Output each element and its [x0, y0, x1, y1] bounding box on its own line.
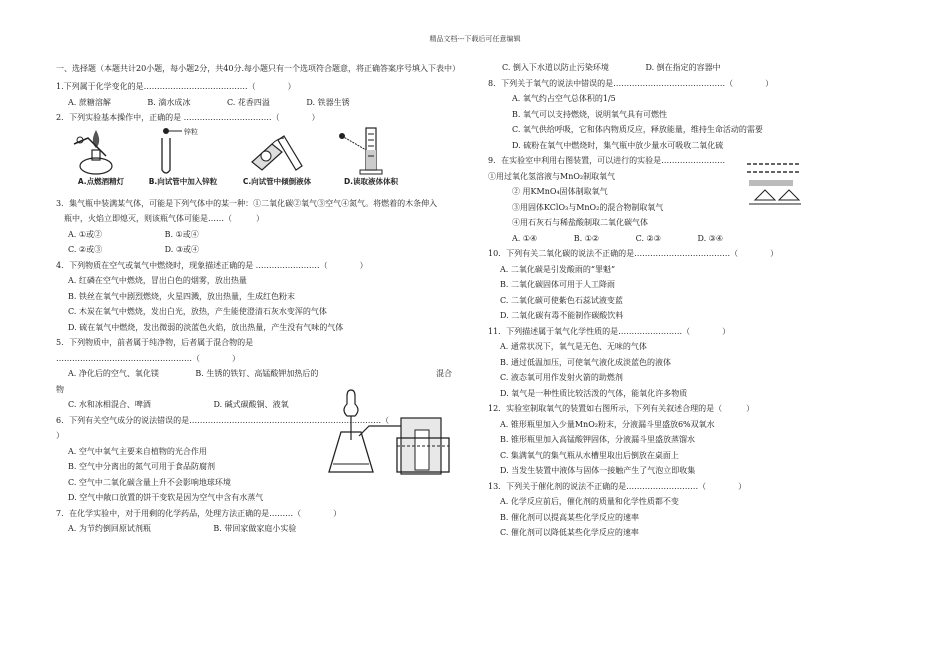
q1-option-a: A. 蔗糖溶解	[68, 97, 111, 107]
q13-option-c: C. 催化剂可以降低某些化学反应的速率	[500, 528, 639, 537]
q1-option-b: B. 滴水成冰	[147, 97, 191, 107]
q11-option-d: D. 氧气是一种性质比较活泼的气体，能氧化许多物质	[500, 388, 688, 398]
q5-option-a: A. 净化后的空气、氧化镁	[68, 369, 159, 378]
pouring-liquid-icon	[242, 126, 312, 178]
q1-option-c: C. 花香四溢	[226, 97, 270, 107]
q9-option-1: ①用过氧化氢溶液与MnO₂制取氧气	[488, 171, 616, 181]
page-header: 精品文档---下载后可任意编辑	[429, 35, 521, 43]
q5-options-ab	[56, 366, 471, 382]
q9-option-3: ③用固体KClO₃与MnO₂的混合物制取氧气	[512, 202, 664, 212]
q10-option-b: B. 二氧化碳固体可用于人工降雨	[500, 280, 615, 289]
q3-option-a: A. ①或②	[68, 229, 103, 239]
q6-option-d: D. 空气中敞口放置的饼干变软是因为空气中含有水蒸气	[68, 493, 264, 502]
q10-option-d: D. 二氧化碳有毒不能制作碳酸饮料	[500, 311, 624, 320]
q2-caption-c: C.向试管中倾倒液体	[242, 177, 312, 186]
q8-option-c: C. 氧气供给呼吸，它和体内物质反应，释放能量，维持生命活动的需要	[512, 125, 763, 134]
q1-stem: 1.下列属于化学变化的是…………………………………（ ）	[56, 82, 296, 91]
q13-option-b: B. 催化剂可以提高某些化学反应的速率	[500, 512, 639, 522]
q2-caption-d: D.读取液体体积	[343, 177, 399, 186]
q8-option-b: B. 氧气可以支持燃烧，说明氧气具有可燃性	[512, 109, 667, 119]
q12-option-d: D. 当发生装置中液体与固体一接触产生了气泡立即收集	[500, 466, 696, 475]
q6-stem: 6．下列有关空气成分的说法错误的是………………………………………………………………（	[56, 415, 390, 425]
graduated-cylinder-icon	[336, 126, 406, 178]
q9-stem: 9．在实验室中利用右图装置，可以进行的实验是……………………	[488, 156, 726, 165]
q5-option-c: C. 水和冰相混合、啤酒	[68, 400, 151, 409]
alcohol-lamp-icon	[66, 126, 126, 176]
q9-option-b: B. ①②	[573, 233, 600, 243]
q7-options-ab	[56, 521, 471, 537]
q9-option-c: C. ②③	[635, 233, 661, 243]
q2-caption-b: B.向试管中加入锌粒	[148, 177, 218, 186]
q9-option-4: ④用石灰石与稀盐酸制取二氧化碳气体	[512, 218, 648, 227]
q4-option-d: D. 硫在氧气中燃烧，发出微弱的淡蓝色火焰，放出热量，产生没有气味的气体	[68, 322, 344, 332]
q12-option-c: C. 集满氧气的集气瓶从水槽里取出后倒放在桌面上	[500, 450, 679, 460]
q7-options-cd	[488, 60, 888, 76]
q12-option-a: A. 锥形瓶里加入少量MnO₂粉末，分液漏斗里盛放6%双氧水	[500, 419, 715, 429]
q9-option-d: D. ③④	[697, 233, 723, 243]
q12-option-b: B. 锥形瓶里加入高锰酸钾固体，分液漏斗里盛放蒸馏水	[500, 435, 695, 444]
zinc-label: 锌粒	[184, 127, 198, 136]
q3-option-c: C. ②或③	[68, 245, 103, 254]
q2-figure-c	[232, 126, 322, 190]
q4-option-b: B. 铁丝在氧气中剧烈燃烧，火星四溅，放出热量，生成红色粉末	[68, 291, 295, 301]
q2-figures	[56, 126, 471, 192]
q6-option-b: B. 空气中分离出的氮气可用于食品防腐剂	[68, 462, 215, 471]
q5-option-b: B. 生锈的铁钉、高锰酸钾加热后的	[195, 369, 319, 378]
q3-options-ab	[56, 227, 471, 243]
q9-options	[488, 231, 888, 247]
q2-stem: 2．下列实验基本操作中，正确的是 ……………………………（ ）	[56, 113, 320, 122]
q3-stem: 3．集气瓶中装满某气体，可能是下列气体中的某一种：①二氧化碳②氧气③空气④氮气。将燃着的木条伸入	[56, 198, 438, 208]
q6-option-c: C. 空气中二氧化碳含量上升不会影响地球环境	[68, 477, 231, 487]
q9-option-2: ② 用KMnO₄固体制取氧气	[512, 187, 608, 196]
q3-options-cd	[56, 242, 471, 258]
q12-stem: 12．实验室制取氧气的装置如右图所示，下列有关叙述合理的是（ ）	[488, 404, 755, 413]
q11-option-c: C. 液态氧可用作发射火箭的助燃剂	[500, 373, 623, 382]
q4-option-c: C. 木炭在氧气中燃烧，发出白光，放热，产生能使澄清石灰水变浑的气体	[68, 307, 327, 316]
oxygen-apparatus-diagram	[325, 388, 465, 480]
q10-stem: 10．下列有关二氧化碳的说法不正确的是………………………………（ ）	[488, 249, 779, 258]
q1-option-d: D. 铁器生锈	[306, 97, 350, 107]
section-intro: 一、选择题（本题共计20小题，每小题2分，共40分.每小题只有一个选项符合题意，将正确答案序号填入下表中）	[56, 64, 460, 73]
right-column	[488, 60, 888, 541]
q8-option-d: D. 硫粉在氧气中燃烧时，集气瓶中放少量水可吸收二氧化硫	[512, 140, 724, 150]
q7-option-d: D. 倒在指定的容器中	[645, 63, 721, 72]
q10-option-c: C. 二氧化碳可使紫色石蕊试液变蓝	[500, 295, 623, 305]
q13-stem: 13．下列关于催化剂的说法不正确的是………………………（ ）	[488, 481, 747, 491]
q2-caption-a: A.点燃酒精灯	[77, 177, 125, 186]
q4-stem: 4．下列物质在空气或氧气中燃烧时，现象描述正确的是 ……………………（ ）	[56, 260, 368, 270]
q5-stem: 5．下列物质中，前者属于纯净物，后者属于混合物的是	[56, 338, 254, 347]
q8-stem: 8．下列关于氧气的说法中错误的是……………………………………（ ）	[488, 78, 774, 88]
q5-option-b-tail-2: 物	[56, 384, 64, 394]
q3-option-b: B. ①或④	[164, 229, 199, 239]
q5-stem-2: ……………………………………………（ ）	[56, 353, 240, 363]
q6-stem-2: ）	[56, 431, 64, 440]
q5-option-d: D. 碱式碳酸铜、液氧	[213, 400, 289, 409]
q8-option-a: A. 氧气约占空气总体积的1/5	[512, 94, 616, 103]
q11-stem: 11．下列描述属于氧气化学性质的是……………………（ ）	[488, 326, 731, 336]
q4-option-a: A. 红磷在空气中燃烧，冒出白色的烟雾，放出热量	[68, 276, 247, 285]
q5-option-b-tail: 混合	[436, 369, 452, 378]
q11-option-a: A. 通常状况下，氧气是无色、无味的气体	[500, 342, 647, 351]
q2-figure-d	[326, 126, 416, 190]
q9-option-a: A. ①④	[512, 233, 538, 243]
q3-stem-2: 瓶中，火焰立即熄灭，则该瓶气体可能是……（ ）	[64, 214, 264, 223]
q1-options	[56, 95, 471, 111]
test-tube-icon	[148, 126, 218, 178]
q7-stem: 7．在化学实验中，对于用剩的化学药品，处理方法正确的是………（ ）	[56, 508, 342, 518]
q13-option-a: A. 化学反应前后，催化剂的质量和化学性质都不变	[500, 497, 679, 506]
q2-figure-a	[56, 126, 146, 190]
q11-option-b: B. 通过低温加压，可使氧气液化成淡蓝色的液体	[500, 357, 671, 367]
q7-option-b: B. 带回家做家庭小实验	[213, 524, 297, 533]
q7-option-c: C. 倒入下水道以防止污染环境	[502, 63, 609, 72]
q2-figure-b	[138, 126, 228, 190]
q7-option-a: A. 为节约倒回原试剂瓶	[68, 524, 151, 533]
q6-option-a: A. 空气中氧气主要来自植物的光合作用	[68, 446, 207, 456]
q3-option-d: D. ③或④	[164, 245, 200, 254]
q10-option-a: A. 二氧化碳是引发酸雨的“罪魁”	[500, 264, 616, 274]
